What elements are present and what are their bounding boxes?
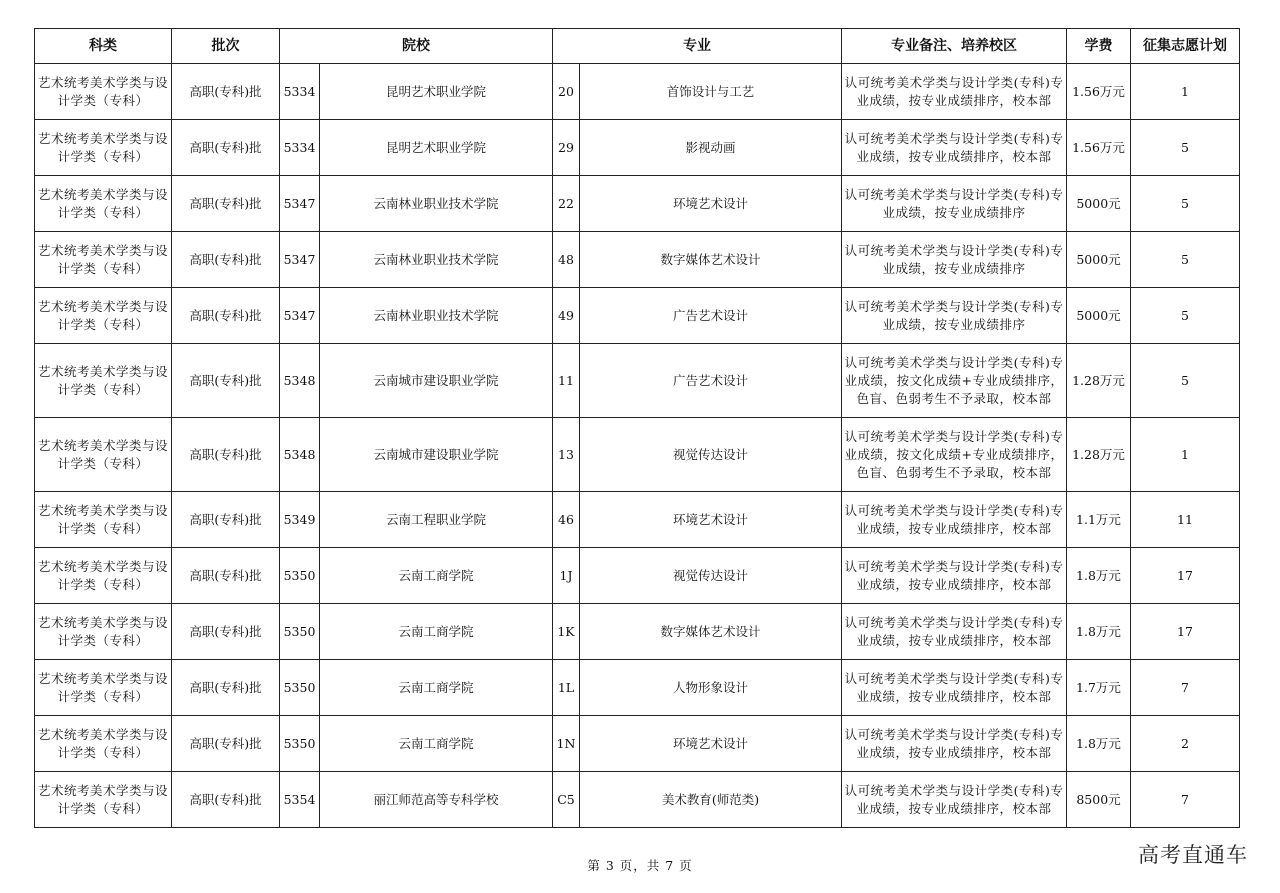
cell-school-name: 云南城市建设职业学院 (320, 344, 553, 418)
cell-school-name: 云南工程职业学院 (320, 492, 553, 548)
cell-major-name: 人物形象设计 (580, 660, 842, 716)
cell-fee: 1.56万元 (1067, 64, 1131, 120)
cell-kelei: 艺术统考美术学类与设计学类（专科） (35, 418, 172, 492)
cell-major-code: 13 (553, 418, 580, 492)
cell-fee: 1.7万元 (1067, 660, 1131, 716)
cell-school-name: 云南林业职业技术学院 (320, 176, 553, 232)
cell-school-code: 5347 (280, 176, 320, 232)
cell-kelei: 艺术统考美术学类与设计学类（专科） (35, 288, 172, 344)
cell-plan: 2 (1131, 716, 1240, 772)
cell-school-name: 云南工商学院 (320, 548, 553, 604)
cell-pici: 高职(专科)批 (172, 176, 280, 232)
cell-major-code: 20 (553, 64, 580, 120)
cell-major-name: 视觉传达设计 (580, 418, 842, 492)
cell-kelei: 艺术统考美术学类与设计学类（专科） (35, 716, 172, 772)
cell-note: 认可统考美术学类与设计学类(专科)专业成绩，按专业成绩排序 (842, 232, 1067, 288)
cell-fee: 1.8万元 (1067, 548, 1131, 604)
cell-kelei: 艺术统考美术学类与设计学类（专科） (35, 64, 172, 120)
cell-school-name: 云南工商学院 (320, 716, 553, 772)
cell-kelei: 艺术统考美术学类与设计学类（专科） (35, 772, 172, 828)
cell-plan: 5 (1131, 120, 1240, 176)
cell-plan: 1 (1131, 418, 1240, 492)
cell-note: 认可统考美术学类与设计学类(专科)专业成绩，按专业成绩排序，校本部 (842, 772, 1067, 828)
cell-pici: 高职(专科)批 (172, 660, 280, 716)
cell-note: 认可统考美术学类与设计学类(专科)专业成绩，按专业成绩排序，校本部 (842, 716, 1067, 772)
cell-school-name: 昆明艺术职业学院 (320, 64, 553, 120)
cell-major-code: 29 (553, 120, 580, 176)
cell-pici: 高职(专科)批 (172, 120, 280, 176)
cell-major-code: 1J (553, 548, 580, 604)
cell-school-name: 云南林业职业技术学院 (320, 288, 553, 344)
cell-plan: 11 (1131, 492, 1240, 548)
cell-major-name: 环境艺术设计 (580, 716, 842, 772)
cell-pici: 高职(专科)批 (172, 232, 280, 288)
cell-note: 认可统考美术学类与设计学类(专科)专业成绩，按专业成绩排序，校本部 (842, 548, 1067, 604)
cell-school-code: 5334 (280, 120, 320, 176)
table-row (35, 120, 1240, 176)
cell-school-name: 云南工商学院 (320, 660, 553, 716)
cell-note: 认可统考美术学类与设计学类(专科)专业成绩，按文化成绩+专业成绩排序，色盲、色弱考生不予录取，校本部 (842, 418, 1067, 492)
table-body (35, 64, 1240, 828)
cell-plan: 17 (1131, 604, 1240, 660)
cell-fee: 1.28万元 (1067, 418, 1131, 492)
cell-plan: 17 (1131, 548, 1240, 604)
cell-major-code: 11 (553, 344, 580, 418)
header-zhuanye: 专业 (553, 29, 842, 64)
cell-school-code: 5350 (280, 660, 320, 716)
table-row (35, 288, 1240, 344)
cell-school-name: 昆明艺术职业学院 (320, 120, 553, 176)
cell-pici: 高职(专科)批 (172, 548, 280, 604)
table-row (35, 716, 1240, 772)
cell-plan: 7 (1131, 772, 1240, 828)
table-header-row (35, 29, 1240, 64)
cell-major-code: 22 (553, 176, 580, 232)
cell-school-name: 云南林业职业技术学院 (320, 232, 553, 288)
cell-school-name: 丽江师范高等专科学校 (320, 772, 553, 828)
table-row (35, 548, 1240, 604)
header-kelei: 科类 (35, 29, 172, 64)
cell-note: 认可统考美术学类与设计学类(专科)专业成绩，按专业成绩排序 (842, 288, 1067, 344)
cell-note: 认可统考美术学类与设计学类(专科)专业成绩，按专业成绩排序，校本部 (842, 492, 1067, 548)
header-yuanxiao: 院校 (280, 29, 553, 64)
table-row (35, 344, 1240, 418)
cell-fee: 1.28万元 (1067, 344, 1131, 418)
cell-major-code: 48 (553, 232, 580, 288)
table-row (35, 232, 1240, 288)
cell-plan: 5 (1131, 176, 1240, 232)
cell-kelei: 艺术统考美术学类与设计学类（专科） (35, 232, 172, 288)
cell-major-code: 1L (553, 660, 580, 716)
cell-school-code: 5350 (280, 716, 320, 772)
cell-kelei: 艺术统考美术学类与设计学类（专科） (35, 176, 172, 232)
table-row (35, 64, 1240, 120)
cell-kelei: 艺术统考美术学类与设计学类（专科） (35, 120, 172, 176)
cell-fee: 1.56万元 (1067, 120, 1131, 176)
cell-major-name: 环境艺术设计 (580, 492, 842, 548)
cell-pici: 高职(专科)批 (172, 492, 280, 548)
cell-major-code: 1K (553, 604, 580, 660)
cell-note: 认可统考美术学类与设计学类(专科)专业成绩，按文化成绩+专业成绩排序，色盲、色弱考生不予录取，校本部 (842, 344, 1067, 418)
cell-pici: 高职(专科)批 (172, 64, 280, 120)
cell-pici: 高职(专科)批 (172, 604, 280, 660)
cell-kelei: 艺术统考美术学类与设计学类（专科） (35, 660, 172, 716)
table-row (35, 492, 1240, 548)
cell-fee: 1.1万元 (1067, 492, 1131, 548)
cell-school-code: 5350 (280, 604, 320, 660)
cell-major-code: 49 (553, 288, 580, 344)
cell-major-name: 广告艺术设计 (580, 344, 842, 418)
cell-major-name: 数字媒体艺术设计 (580, 604, 842, 660)
cell-major-name: 环境艺术设计 (580, 176, 842, 232)
cell-major-code: C5 (553, 772, 580, 828)
cell-fee: 1.8万元 (1067, 604, 1131, 660)
enrollment-table (34, 28, 1240, 828)
cell-plan: 5 (1131, 288, 1240, 344)
cell-school-code: 5349 (280, 492, 320, 548)
cell-kelei: 艺术统考美术学类与设计学类（专科） (35, 492, 172, 548)
cell-school-code: 5334 (280, 64, 320, 120)
cell-note: 认可统考美术学类与设计学类(专科)专业成绩，按专业成绩排序 (842, 176, 1067, 232)
cell-fee: 8500元 (1067, 772, 1131, 828)
cell-major-name: 广告艺术设计 (580, 288, 842, 344)
page-number: 第 3 页，共 7 页 (587, 858, 693, 873)
cell-plan: 5 (1131, 344, 1240, 418)
cell-fee: 5000元 (1067, 232, 1131, 288)
cell-plan: 5 (1131, 232, 1240, 288)
cell-pici: 高职(专科)批 (172, 772, 280, 828)
cell-school-code: 5350 (280, 548, 320, 604)
cell-pici: 高职(专科)批 (172, 344, 280, 418)
watermark-logo-text: 高考直通车 (1138, 843, 1248, 867)
table-row (35, 660, 1240, 716)
cell-note: 认可统考美术学类与设计学类(专科)专业成绩，按专业成绩排序，校本部 (842, 64, 1067, 120)
cell-kelei: 艺术统考美术学类与设计学类（专科） (35, 604, 172, 660)
cell-major-code: 46 (553, 492, 580, 548)
table-row (35, 772, 1240, 828)
cell-plan: 1 (1131, 64, 1240, 120)
table-row (35, 604, 1240, 660)
header-jihua: 征集志愿计划 (1131, 29, 1240, 64)
header-pici: 批次 (172, 29, 280, 64)
cell-major-name: 美术教育(师范类) (580, 772, 842, 828)
cell-major-name: 影视动画 (580, 120, 842, 176)
cell-pici: 高职(专科)批 (172, 418, 280, 492)
cell-note: 认可统考美术学类与设计学类(专科)专业成绩，按专业成绩排序，校本部 (842, 660, 1067, 716)
cell-major-name: 首饰设计与工艺 (580, 64, 842, 120)
cell-fee: 5000元 (1067, 288, 1131, 344)
cell-fee: 5000元 (1067, 176, 1131, 232)
cell-kelei: 艺术统考美术学类与设计学类（专科） (35, 344, 172, 418)
cell-school-code: 5348 (280, 418, 320, 492)
table-row (35, 418, 1240, 492)
cell-kelei: 艺术统考美术学类与设计学类（专科） (35, 548, 172, 604)
cell-note: 认可统考美术学类与设计学类(专科)专业成绩，按专业成绩排序，校本部 (842, 120, 1067, 176)
cell-school-code: 5348 (280, 344, 320, 418)
cell-school-code: 5347 (280, 232, 320, 288)
table-row (35, 176, 1240, 232)
cell-fee: 1.8万元 (1067, 716, 1131, 772)
cell-school-name: 云南工商学院 (320, 604, 553, 660)
header-xuefei: 学费 (1067, 29, 1131, 64)
cell-major-name: 视觉传达设计 (580, 548, 842, 604)
cell-school-name: 云南城市建设职业学院 (320, 418, 553, 492)
cell-major-name: 数字媒体艺术设计 (580, 232, 842, 288)
cell-note: 认可统考美术学类与设计学类(专科)专业成绩，按专业成绩排序，校本部 (842, 604, 1067, 660)
cell-school-code: 5354 (280, 772, 320, 828)
header-beizhu: 专业备注、培养校区 (842, 29, 1067, 64)
cell-plan: 7 (1131, 660, 1240, 716)
cell-major-code: 1N (553, 716, 580, 772)
cell-pici: 高职(专科)批 (172, 288, 280, 344)
cell-pici: 高职(专科)批 (172, 716, 280, 772)
cell-school-code: 5347 (280, 288, 320, 344)
